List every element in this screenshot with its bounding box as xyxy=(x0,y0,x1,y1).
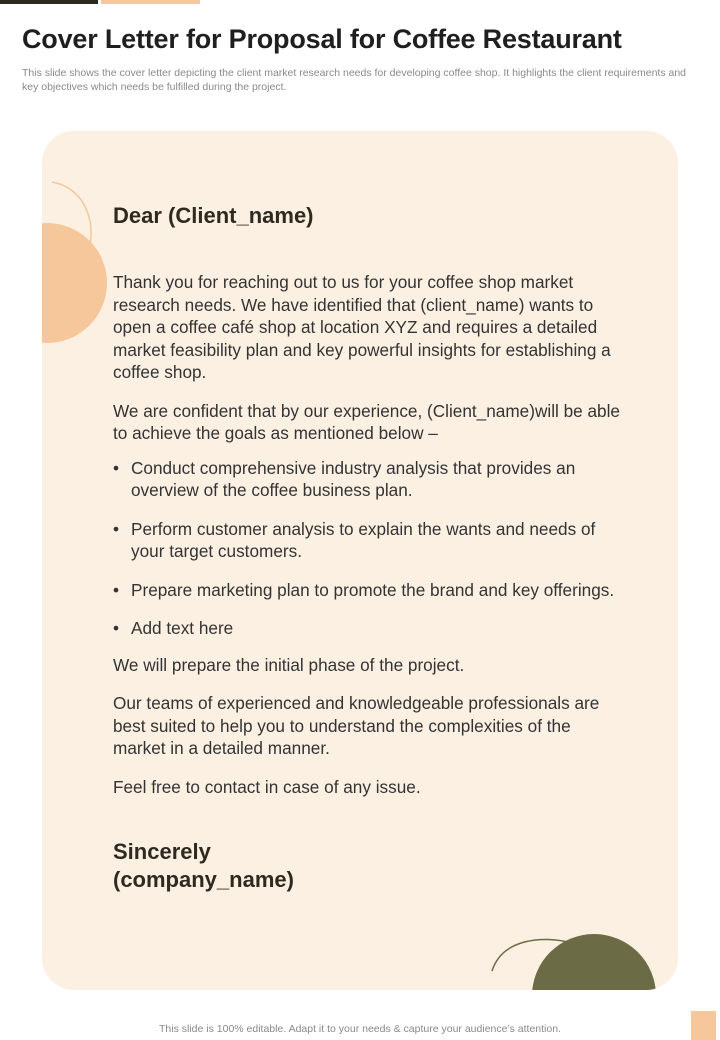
company-name: (company_name) xyxy=(113,867,294,892)
list-item xyxy=(113,518,623,563)
goals-list xyxy=(113,457,623,640)
top-accent-bar-light xyxy=(101,0,200,4)
teams-paragraph: Our teams of experienced and knowledgeable professionals are best suited to help you to understand the complexities of the market in a detailed manner. xyxy=(113,693,600,758)
bullet-icon: • xyxy=(113,579,120,600)
letter-body xyxy=(113,203,623,894)
closing-line: Sincerely xyxy=(113,839,211,864)
page-title: Cover Letter for Proposal for Coffee Restaurant xyxy=(22,24,622,54)
bullet-icon: • xyxy=(113,518,120,539)
footer-note: This slide is 100% editable. Adapt it to your needs & capture your audience’s attention. xyxy=(159,1023,561,1035)
list-item-text: Prepare marketing plan to promote the brand and key offerings. xyxy=(131,579,615,600)
confidence-paragraph: We are confident that by our experience, (Client_name)will be able to achieve the goals as mentioned below – xyxy=(113,400,620,443)
intro-paragraph: Thank you for reaching out to us for your coffee shop market research needs. We have identified that (client_name) wants to open a coffee café shop at location XYZ and requires a detailed market feasibility plan and key powerful insights for establishing a coffee shop. xyxy=(113,272,611,382)
letter-card xyxy=(42,131,678,990)
bullet-icon: • xyxy=(113,618,120,638)
contact-paragraph: Feel free to contact in case of any issue. xyxy=(113,776,421,797)
closing-signature xyxy=(113,838,623,894)
bullet-icon: • xyxy=(113,457,120,478)
list-item-text: Conduct comprehensive industry analysis that provides an overview of the coffee business plan. xyxy=(131,457,576,500)
list-item-text: Perform customer analysis to explain the wants and needs of your target customers. xyxy=(131,518,596,561)
initial-phase-paragraph: We will prepare the initial phase of the project. xyxy=(113,654,465,675)
top-accent-bar-dark xyxy=(0,0,98,4)
page-subtitle: This slide shows the cover letter depicting the client market research needs for developing coffee shop. It highlights the client requirements and key objectives which needs be fulfilled during the project. xyxy=(22,67,687,93)
list-item xyxy=(113,457,623,502)
decorative-semicircle-bottom xyxy=(482,931,678,990)
list-item-text: Add text here xyxy=(131,618,234,638)
salutation: Dear (Client_name) xyxy=(113,203,314,228)
list-item xyxy=(113,579,623,602)
footer-accent-square xyxy=(691,1011,716,1040)
list-item xyxy=(113,617,623,640)
